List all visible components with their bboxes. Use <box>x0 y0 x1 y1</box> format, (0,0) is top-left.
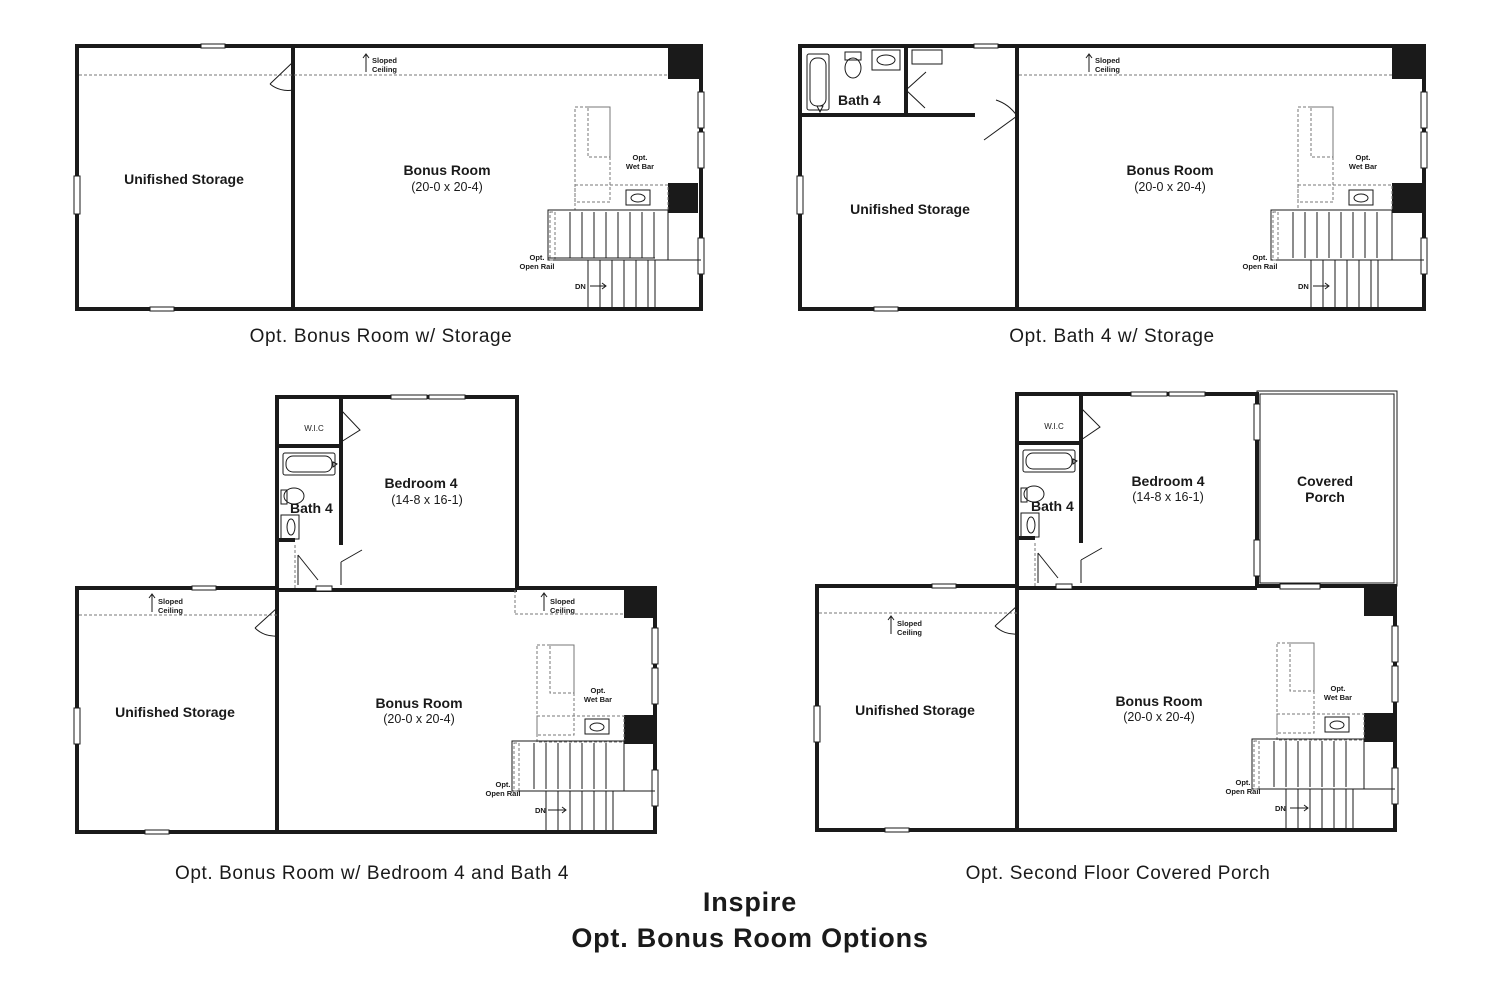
plan2-stairs <box>1271 210 1424 309</box>
plan1-wetbar-cabinet <box>588 107 610 157</box>
plan3-sink-icon <box>585 719 609 734</box>
plan3-column <box>624 715 654 744</box>
plan3-stairs <box>512 741 655 832</box>
plan2-wetbar-cabinet <box>1311 107 1333 157</box>
plan3-wetbar-counter <box>537 645 574 735</box>
plan2-wetbar-note: Opt. <box>1355 153 1371 162</box>
plan2-bath-label: Bath 4 <box>838 92 881 108</box>
plan2-outer-wall <box>800 46 1424 309</box>
plan4-window <box>1392 666 1398 702</box>
plan3-rail-note2: Open Rail <box>485 789 521 798</box>
plan4-window <box>1131 392 1167 396</box>
plan3-bonus-label: Bonus Room <box>375 695 463 711</box>
plan4-caption: Opt. Second Floor Covered Porch <box>965 863 1271 884</box>
plan3-caption: Opt. Bonus Room w/ Bedroom 4 and Bath 4 <box>174 863 570 884</box>
plan2-sloped-arrow <box>1086 54 1092 72</box>
plan3-window <box>145 830 169 834</box>
plan4-rail-note2: Open Rail <box>1225 787 1261 796</box>
plan2-rail-note2: Open Rail <box>1242 262 1278 271</box>
plan4-dn-label: DN <box>1275 804 1286 813</box>
plan3-wic-door-swing <box>341 410 360 442</box>
plan1-window <box>698 92 704 128</box>
plan3-wetbar-note2: Wet Bar <box>583 695 613 704</box>
plan4-window <box>1169 392 1205 396</box>
plan4-rail-note: Opt. <box>1235 778 1251 787</box>
plan1-sink-icon <box>626 190 650 205</box>
plan1-sloped-note: Sloped <box>372 56 398 65</box>
plan4-window <box>1280 584 1320 589</box>
plan2-caption: Opt. Bath 4 w/ Storage <box>1009 326 1215 347</box>
plan1-sink-basin <box>631 194 645 202</box>
plan2-storage-label: Unifished Storage <box>850 201 970 217</box>
plan3-wetbar-counter <box>537 716 624 742</box>
plan3-bedroom-label: Bedroom 4 <box>384 475 458 491</box>
plan1-sloped-arrow <box>363 54 369 72</box>
plan4-column <box>1364 586 1395 616</box>
plan1-window <box>698 238 704 274</box>
plan-bonus-bedroom4-bath4 <box>74 395 658 834</box>
plan2-linen <box>912 50 942 64</box>
plan3-storage-label: Unifished Storage <box>115 704 235 720</box>
plan4-window <box>932 584 956 588</box>
plan2-sink-basin <box>1354 194 1368 202</box>
plan2-vanity <box>872 50 900 70</box>
plan4-door-opening <box>1056 584 1072 589</box>
plan4-wetbar-counter <box>1277 714 1364 740</box>
plan3-window <box>391 395 427 399</box>
plan4-porch-label-2: Porch <box>1305 489 1345 505</box>
plan3-door-opening <box>316 586 332 591</box>
plan4-bath-label: Bath 4 <box>1031 498 1074 514</box>
plan4-wic-label: W.I.C <box>1044 422 1064 431</box>
plan1-window <box>698 132 704 168</box>
plan1-wetbar-note: Opt. <box>632 153 648 162</box>
page-title: Inspire <box>702 887 798 917</box>
plan4-window <box>885 828 909 832</box>
plan4-window <box>1392 626 1398 662</box>
plan-second-floor-covered-porch <box>814 391 1398 832</box>
plan1-window <box>150 307 174 311</box>
plan3-rail-note: Opt. <box>495 780 511 789</box>
plan3-window <box>652 668 658 704</box>
plan4-bedroom-dimensions: (14-8 x 16-1) <box>1132 490 1204 504</box>
plan1-bonus-label: Bonus Room <box>403 162 491 178</box>
plan2-bath-door-swing <box>906 72 926 108</box>
plan3-dn-label: DN <box>535 806 546 815</box>
plan1-window <box>74 176 80 214</box>
plan4-wetbar-cabinet <box>1290 643 1314 691</box>
plan3-bathtub-basin <box>286 456 332 472</box>
plan3-window <box>192 586 216 590</box>
plan2-sloped-note: Sloped <box>1095 56 1121 65</box>
plan4-sloped-arrow <box>888 616 894 634</box>
plan4-bedroom-label: Bedroom 4 <box>1131 473 1205 489</box>
plan3-sink-basin <box>590 723 604 731</box>
plan1-caption: Opt. Bonus Room w/ Storage <box>249 326 513 347</box>
plan4-wetbar-note2: Wet Bar <box>1323 693 1353 702</box>
plan4-window <box>814 706 820 742</box>
plan4-wic-door-swing <box>1081 408 1100 440</box>
plan2-wetbar-counter <box>1298 107 1333 202</box>
plan4-stairs <box>1252 739 1395 830</box>
plan1-column <box>668 46 701 79</box>
plan4-vanity <box>1021 513 1039 537</box>
plan2-window <box>1421 132 1427 168</box>
plan1-wetbar-counter <box>575 107 610 202</box>
plan3-sloped-arrow <box>149 594 155 612</box>
plan4-wetbar-counter <box>1277 643 1314 733</box>
plan2-wetbar-counter <box>1298 185 1392 210</box>
plan4-sink-basin <box>1330 721 1344 729</box>
plan2-rail-note: Opt. <box>1252 253 1268 262</box>
plan3-wic-label: W.I.C <box>304 424 324 433</box>
plan3-column <box>624 588 655 618</box>
plan-bonus-room-storage <box>74 44 704 311</box>
plan4-ceiling-note: Ceiling <box>897 628 923 637</box>
plan4-storage-label: Unifished Storage <box>855 702 975 718</box>
plan2-window <box>1421 238 1427 274</box>
plan3-sloped-note: Sloped <box>158 597 184 606</box>
plan4-vanity-sink <box>1027 517 1035 533</box>
plan2-window <box>974 44 998 48</box>
plan4-outer-wall <box>817 394 1395 830</box>
plan4-porch-label: Covered <box>1296 473 1354 489</box>
plan-bath4-storage <box>797 44 1427 311</box>
plan2-toilet-tank <box>845 52 861 60</box>
plan1-dn-label: DN <box>575 282 586 291</box>
plan3-bath-label: Bath 4 <box>290 500 333 516</box>
plan2-column <box>1392 183 1422 213</box>
plan2-dn-label: DN <box>1298 282 1309 291</box>
plan3-sloped-arrow <box>541 593 547 611</box>
plan1-storage-label: Unifished Storage <box>124 171 244 187</box>
plan1-wetbar-note2: Wet Bar <box>625 162 655 171</box>
plan4-sloped-note: Sloped <box>897 619 923 628</box>
plan3-vanity-sink <box>287 519 295 535</box>
plan4-bonus-dimensions: (20-0 x 20-4) <box>1123 710 1195 724</box>
plan2-bonus-dimensions: (20-0 x 20-4) <box>1134 180 1206 194</box>
plan4-window <box>1254 540 1260 576</box>
plan2-window <box>874 307 898 311</box>
plan2-sink-icon <box>1349 190 1373 205</box>
plan3-wetbar-cabinet <box>550 645 574 693</box>
plan3-bonus-dimensions: (20-0 x 20-4) <box>383 712 455 726</box>
plan2-window <box>1421 92 1427 128</box>
plan3-storage-door-swing <box>255 608 277 636</box>
plan4-storage-door-swing <box>995 606 1017 634</box>
plan4-bonus-label: Bonus Room <box>1115 693 1203 709</box>
plan2-shower-valve <box>817 106 823 112</box>
plan3-ceiling-note-2: Ceiling <box>550 606 576 615</box>
plan2-vanity-sink <box>877 55 895 65</box>
plan3-window <box>652 628 658 664</box>
plan2-storage-door-swing <box>984 100 1017 140</box>
plan4-column <box>1364 713 1394 742</box>
plan3-window <box>74 708 80 744</box>
plan3-window <box>429 395 465 399</box>
plan3-sloped-note-2: Sloped <box>550 597 576 606</box>
plan2-column <box>1392 46 1424 79</box>
plan2-bathtub-basin <box>810 58 826 106</box>
plan1-wetbar-counter <box>575 185 668 210</box>
plan1-rail-note2: Open Rail <box>519 262 555 271</box>
page-subtitle: Opt. Bonus Room Options <box>571 923 929 953</box>
plan4-window <box>1254 404 1260 440</box>
plan3-vanity <box>281 515 299 539</box>
plan4-sink-icon <box>1325 717 1349 732</box>
plan1-door-swing <box>270 62 293 90</box>
plan1-stairs <box>548 210 701 309</box>
plan3-door-swings <box>298 550 362 585</box>
plan3-window <box>652 770 658 806</box>
plan1-ceiling-note: Ceiling <box>372 65 398 74</box>
plan2-window <box>797 176 803 214</box>
plan3-bedroom-dimensions: (14-8 x 16-1) <box>391 493 463 507</box>
plan2-bonus-label: Bonus Room <box>1126 162 1214 178</box>
plan4-door-swings <box>1038 548 1102 583</box>
plan1-window <box>201 44 225 48</box>
plan1-column <box>668 183 698 213</box>
plan2-toilet-icon <box>845 58 861 78</box>
plan3-ceiling-note: Ceiling <box>158 606 184 615</box>
plan4-window <box>1392 768 1398 804</box>
plan2-wetbar-note2: Wet Bar <box>1348 162 1378 171</box>
plan1-bonus-dimensions: (20-0 x 20-4) <box>411 180 483 194</box>
plan4-wetbar-note: Opt. <box>1330 684 1346 693</box>
plan2-ceiling-note: Ceiling <box>1095 65 1121 74</box>
plan4-bathtub-basin <box>1026 453 1072 469</box>
plan1-rail-note: Opt. <box>529 253 545 262</box>
plan3-wetbar-note: Opt. <box>590 686 606 695</box>
